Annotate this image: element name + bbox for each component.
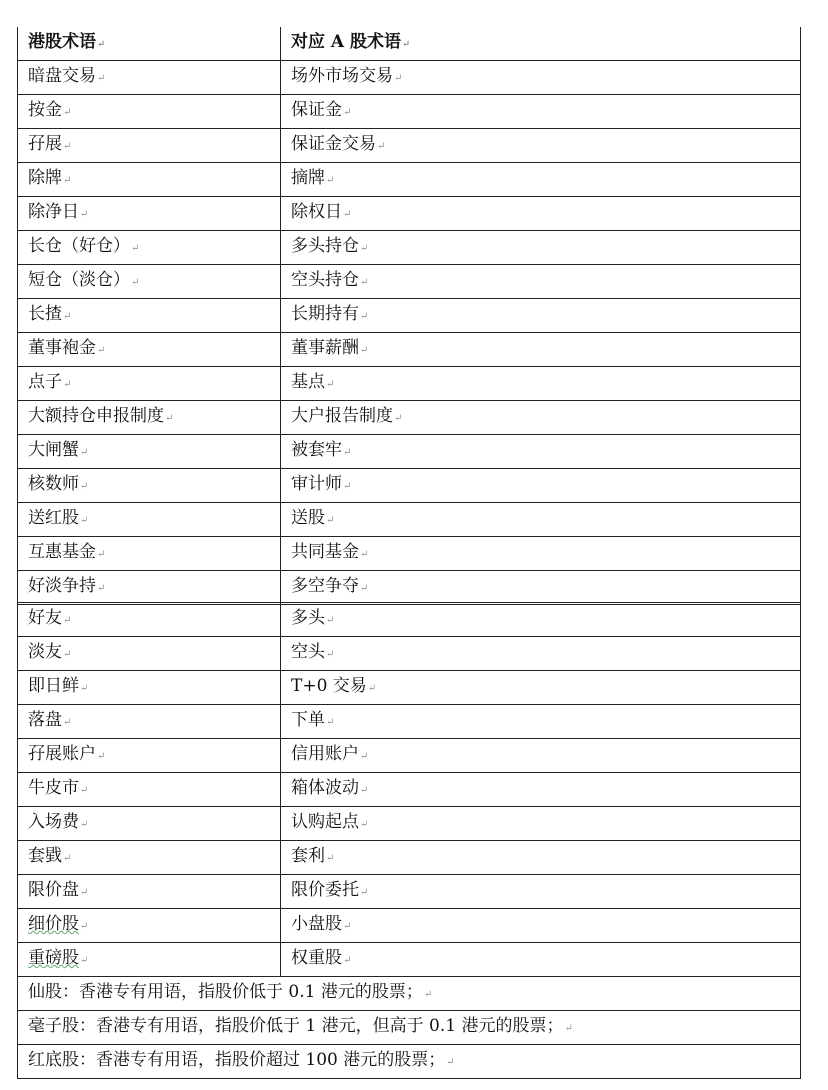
a-share-term-cell: [281, 333, 801, 367]
paragraph-mark: ↵: [367, 683, 377, 694]
a-share-term-cell: [281, 807, 801, 841]
paragraph-mark: ↵: [97, 73, 106, 84]
hk-term-cell: [18, 705, 281, 739]
cell-text: 送股: [291, 508, 325, 528]
hk-term-cell: [18, 603, 281, 637]
table-row: [18, 841, 801, 875]
cell-text: 港股术语: [28, 32, 96, 52]
paragraph-mark: ↵: [326, 379, 335, 390]
note-row: [18, 1045, 801, 1079]
cell-text: 核数师: [28, 474, 79, 494]
table-row: [18, 129, 801, 163]
a-share-term-cell: [281, 739, 801, 773]
hk-term-cell: [18, 95, 281, 129]
a-share-term-cell: [281, 671, 801, 705]
cell-text: 小盘股: [291, 914, 342, 934]
cell-text: 红底股：香港专有用语，指股价超过 100 港元的股票；: [28, 1050, 446, 1070]
table-row: [18, 705, 801, 739]
cell-text: 认购起点: [291, 812, 359, 832]
paragraph-mark: ↵: [360, 887, 369, 898]
table-row: [18, 909, 801, 943]
cell-text: 董事袍金: [28, 338, 96, 358]
cell-text: 好淡争持: [28, 576, 96, 596]
hk-term-cell: [18, 637, 281, 671]
paragraph-mark: ↵: [360, 785, 369, 796]
paragraph-mark: ↵: [360, 311, 369, 322]
paragraph-mark: ↵: [63, 107, 72, 118]
hk-term-cell: [18, 435, 281, 469]
paragraph-mark: ↵: [63, 311, 72, 322]
cell-text: 好友: [28, 608, 62, 628]
paragraph-mark: ↵: [97, 583, 106, 594]
paragraph-mark: ↵: [97, 751, 106, 762]
note-row: [18, 977, 801, 1011]
paragraph-mark: ↵: [360, 583, 369, 594]
paragraph-mark: ↵: [343, 955, 352, 966]
table-row: [18, 503, 801, 537]
cell-text: 除权日: [291, 202, 342, 222]
cell-text: 孖展: [28, 134, 62, 154]
hk-term-cell: [18, 671, 281, 705]
paragraph-mark: ↵: [377, 141, 386, 152]
paragraph-mark: ↵: [165, 413, 174, 424]
note-cell: [18, 1011, 801, 1045]
cell-text: 暗盘交易: [28, 66, 96, 86]
a-share-term-cell: [281, 367, 801, 401]
hk-term-cell: [18, 299, 281, 333]
table-row: [18, 469, 801, 503]
hk-term-cell: [18, 231, 281, 265]
paragraph-mark: ↵: [63, 175, 72, 186]
cell-text: 对应 A 股术语: [291, 32, 402, 52]
cell-text: 信用账户: [291, 744, 359, 764]
table-row: [18, 401, 801, 435]
cell-text: 送红股: [28, 508, 79, 528]
hk-term-cell: [18, 739, 281, 773]
paragraph-mark: ↵: [63, 141, 72, 152]
paragraph-mark: ↵: [326, 615, 335, 626]
hk-term-cell: [18, 841, 281, 875]
paragraph-mark: ↵: [80, 209, 89, 220]
paragraph-mark: ↵: [80, 515, 89, 526]
cell-text: 权重股: [291, 948, 342, 968]
cell-text: 大额持仓申报制度: [28, 406, 164, 426]
header-a-share-term: [281, 27, 801, 61]
cell-text: 长期持有: [291, 304, 359, 324]
paragraph-mark: ↵: [131, 243, 140, 254]
paragraph-mark: ↵: [131, 277, 140, 288]
cell-text: 即日鲜: [28, 676, 79, 696]
paragraph-mark: ↵: [80, 481, 89, 492]
cell-text: 空头: [291, 642, 325, 662]
a-share-term-cell: [281, 571, 801, 605]
paragraph-mark: ↵: [326, 649, 335, 660]
hk-term-cell: [18, 129, 281, 163]
cell-text: 被套牢: [291, 440, 342, 460]
cell-text: 多头: [291, 608, 325, 628]
paragraph-mark: ↵: [63, 649, 72, 660]
a-share-term-cell: [281, 537, 801, 571]
cell-text: 短仓（淡仓）: [28, 270, 130, 290]
hk-term-cell: [18, 503, 281, 537]
cell-text: 基点: [291, 372, 325, 392]
table-row: [18, 61, 801, 95]
paragraph-mark: ↵: [360, 277, 369, 288]
paragraph-mark: ↵: [360, 819, 369, 830]
a-share-term-cell: [281, 909, 801, 943]
a-share-term-cell: [281, 875, 801, 909]
paragraph-mark: ↵: [326, 515, 335, 526]
table-row: [18, 197, 801, 231]
paragraph-mark: ↵: [360, 243, 369, 254]
cell-text: 仙股：香港专有用语，指股价低于 0.1 港元的股票；: [28, 982, 423, 1002]
table-row: [18, 739, 801, 773]
paragraph-mark: ↵: [63, 717, 72, 728]
cell-text: 落盘: [28, 710, 62, 730]
paragraph-mark: ↵: [360, 345, 369, 356]
a-share-term-cell: [281, 435, 801, 469]
hk-term-cell: [18, 265, 281, 299]
hk-term-cell: [18, 773, 281, 807]
cell-text: 淡友: [28, 642, 62, 662]
paragraph-mark: ↵: [360, 751, 369, 762]
cell-text: 长揸: [28, 304, 62, 324]
paragraph-mark: ↵: [402, 39, 411, 50]
cell-text: 大闸蟹: [28, 440, 79, 460]
cell-text: 保证金: [291, 100, 342, 120]
note-cell: [18, 1045, 801, 1079]
hk-term-cell: [18, 571, 281, 605]
table-row: [18, 671, 801, 705]
terms-table-part-1: [17, 27, 801, 605]
a-share-term-cell: [281, 163, 801, 197]
cell-text: 按金: [28, 100, 62, 120]
cell-text: 牛皮市: [28, 778, 79, 798]
cell-text: 保证金交易: [291, 134, 376, 154]
paragraph-mark: ↵: [97, 39, 106, 50]
note-row: [18, 1011, 801, 1045]
paragraph-mark: ↵: [343, 921, 352, 932]
paragraph-mark: ↵: [343, 481, 352, 492]
paragraph-mark: ↵: [326, 717, 335, 728]
paragraph-mark: ↵: [97, 549, 106, 560]
a-share-term-cell: [281, 265, 801, 299]
table-row: [18, 299, 801, 333]
paragraph-mark: ↵: [343, 107, 352, 118]
cell-text: T+0 交易: [291, 676, 367, 696]
hk-term-cell: [18, 807, 281, 841]
cell-text: 共同基金: [291, 542, 359, 562]
a-share-term-cell: [281, 503, 801, 537]
table-row: [18, 435, 801, 469]
paragraph-mark: ↵: [80, 955, 89, 966]
note-cell: [18, 977, 801, 1011]
cell-text: 空头持仓: [291, 270, 359, 290]
hk-term-cell: [18, 909, 281, 943]
a-share-term-cell: [281, 637, 801, 671]
paragraph-mark: ↵: [446, 1057, 455, 1068]
paragraph-mark: ↵: [326, 175, 335, 186]
paragraph-mark: ↵: [97, 345, 106, 356]
table-row: [18, 537, 801, 571]
hk-term-cell: [18, 469, 281, 503]
cell-text: 除净日: [28, 202, 79, 222]
cell-text: 多头持仓: [291, 236, 359, 256]
paragraph-mark: ↵: [63, 853, 72, 864]
table-row: [18, 163, 801, 197]
table-row: [18, 333, 801, 367]
hk-term-cell: [18, 61, 281, 95]
table-header-row: [18, 27, 801, 61]
table-row: [18, 637, 801, 671]
cell-text: 大户报告制度: [291, 406, 393, 426]
cell-text: 互惠基金: [28, 542, 96, 562]
paragraph-mark: ↵: [63, 379, 72, 390]
a-share-term-cell: [281, 943, 801, 977]
hk-term-cell: [18, 943, 281, 977]
table-row: [18, 773, 801, 807]
hk-term-cell: [18, 875, 281, 909]
cell-text: 毫子股：香港专有用语，指股价低于 1 港元，但高于 0.1 港元的股票；: [28, 1016, 564, 1036]
cell-text: 限价委托: [291, 880, 359, 900]
paragraph-mark: ↵: [564, 1023, 573, 1034]
a-share-term-cell: [281, 95, 801, 129]
paragraph-mark: ↵: [343, 447, 352, 458]
paragraph-mark: ↵: [80, 819, 89, 830]
paragraph-mark: ↵: [423, 989, 433, 1000]
cell-text: 多空争夺: [291, 576, 359, 596]
cell-text: 细价股: [28, 914, 79, 934]
paragraph-mark: ↵: [326, 853, 335, 864]
a-share-term-cell: [281, 401, 801, 435]
cell-text: 限价盘: [28, 880, 79, 900]
header-hk-term: [18, 27, 281, 61]
terms-table-part-2: [17, 602, 801, 1079]
table-row: [18, 603, 801, 637]
paragraph-mark: ↵: [80, 683, 89, 694]
cell-text: 摘牌: [291, 168, 325, 188]
paragraph-mark: ↵: [394, 73, 403, 84]
a-share-term-cell: [281, 841, 801, 875]
cell-text: 审计师: [291, 474, 342, 494]
table-row: [18, 943, 801, 977]
table-row: [18, 231, 801, 265]
paragraph-mark: ↵: [394, 413, 403, 424]
cell-text: 场外市场交易: [291, 66, 393, 86]
paragraph-mark: ↵: [343, 209, 352, 220]
cell-text: 董事薪酬: [291, 338, 359, 358]
cell-text: 点子: [28, 372, 62, 392]
paragraph-mark: ↵: [80, 887, 89, 898]
table-row: [18, 265, 801, 299]
a-share-term-cell: [281, 61, 801, 95]
cell-text: 孖展账户: [28, 744, 96, 764]
a-share-term-cell: [281, 231, 801, 265]
a-share-term-cell: [281, 603, 801, 637]
a-share-term-cell: [281, 129, 801, 163]
a-share-term-cell: [281, 773, 801, 807]
cell-text: 除牌: [28, 168, 62, 188]
cell-text: 重磅股: [28, 948, 79, 968]
a-share-term-cell: [281, 299, 801, 333]
hk-term-cell: [18, 401, 281, 435]
cell-text: 套戥: [28, 846, 62, 866]
cell-text: 入场费: [28, 812, 79, 832]
table-row: [18, 571, 801, 605]
a-share-term-cell: [281, 197, 801, 231]
table-row: [18, 95, 801, 129]
hk-term-cell: [18, 367, 281, 401]
hk-term-cell: [18, 197, 281, 231]
hk-term-cell: [18, 333, 281, 367]
hk-term-cell: [18, 163, 281, 197]
hk-term-cell: [18, 537, 281, 571]
paragraph-mark: ↵: [80, 447, 89, 458]
table-row: [18, 367, 801, 401]
cell-text: 长仓（好仓）: [28, 236, 130, 256]
a-share-term-cell: [281, 705, 801, 739]
cell-text: 套利: [291, 846, 325, 866]
cell-text: 箱体波动: [291, 778, 359, 798]
paragraph-mark: ↵: [63, 615, 72, 626]
table-row: [18, 807, 801, 841]
paragraph-mark: ↵: [80, 785, 89, 796]
cell-text: 下单: [291, 710, 325, 730]
paragraph-mark: ↵: [80, 921, 89, 932]
table-row: [18, 875, 801, 909]
a-share-term-cell: [281, 469, 801, 503]
paragraph-mark: ↵: [360, 549, 369, 560]
